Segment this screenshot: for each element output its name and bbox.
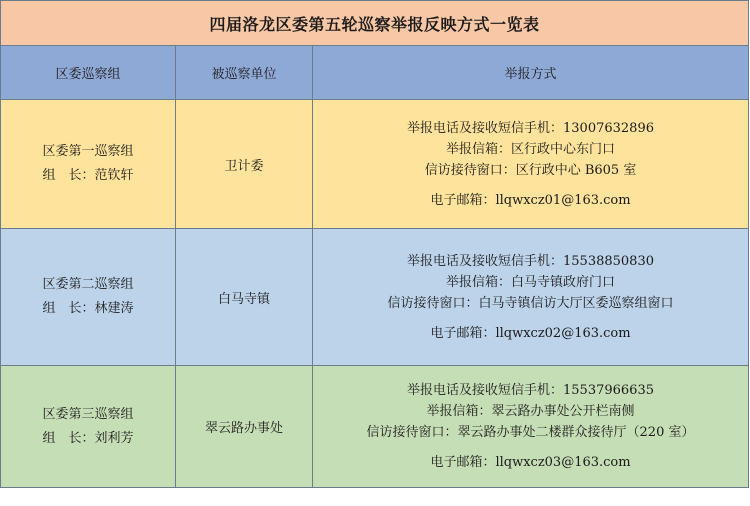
header-report-method: 举报方式 <box>313 46 749 100</box>
group-name: 区委第一巡察组 <box>42 144 134 159</box>
group-cell <box>1 366 176 488</box>
report-email: 电子邮箱：llqwxcz03@163.com <box>430 455 631 470</box>
group-cell <box>1 229 176 366</box>
report-email: 电子邮箱：llqwxcz01@163.com <box>430 192 631 208</box>
table-row <box>1 100 749 229</box>
report-email: 电子邮箱：llqwxcz02@163.com <box>430 325 631 341</box>
report-window: 信访接待窗口：翠云路办事处二楼群众接待厅（220 室） <box>366 425 695 440</box>
report-phone: 举报电话及接收短信手机：13007632896 <box>407 120 654 136</box>
unit-cell: 翠云路办事处 <box>176 366 313 488</box>
table-title: 四届洛龙区委第五轮巡察举报反映方式一览表 <box>1 1 749 46</box>
report-method-cell <box>313 229 749 366</box>
report-method-cell <box>313 100 749 229</box>
group-leader: 组 长：刘利芳 <box>42 430 134 446</box>
group-cell <box>1 100 176 229</box>
group-leader: 组 长：范钦轩 <box>42 168 134 183</box>
report-mailbox: 举报信箱：白马寺镇政府门口 <box>446 274 616 290</box>
header-inspected-unit: 被巡察单位 <box>176 46 313 100</box>
group-name: 区委第三巡察组 <box>42 406 134 422</box>
report-phone: 举报电话及接收短信手机：15537966635 <box>407 383 654 398</box>
report-mailbox: 举报信箱：区行政中心东门口 <box>446 141 616 157</box>
report-phone: 举报电话及接收短信手机：15538850830 <box>407 253 654 269</box>
header-row <box>1 46 749 100</box>
group-leader: 组 长：林建涛 <box>42 301 134 316</box>
report-window: 信访接待窗口：区行政中心 B605 室 <box>424 162 637 178</box>
title-row <box>1 1 749 46</box>
unit-cell: 白马寺镇 <box>176 229 313 366</box>
table-row <box>1 366 749 488</box>
group-name: 区委第二巡察组 <box>42 277 134 292</box>
report-method-cell <box>313 366 749 488</box>
unit-cell: 卫计委 <box>176 100 313 229</box>
table-row <box>1 229 749 366</box>
report-window: 信访接待窗口：白马寺镇信访大厅区委巡察组窗口 <box>387 295 674 311</box>
header-inspection-group: 区委巡察组 <box>1 46 176 100</box>
report-mailbox: 举报信箱：翠云路办事处公开栏南侧 <box>426 404 635 419</box>
